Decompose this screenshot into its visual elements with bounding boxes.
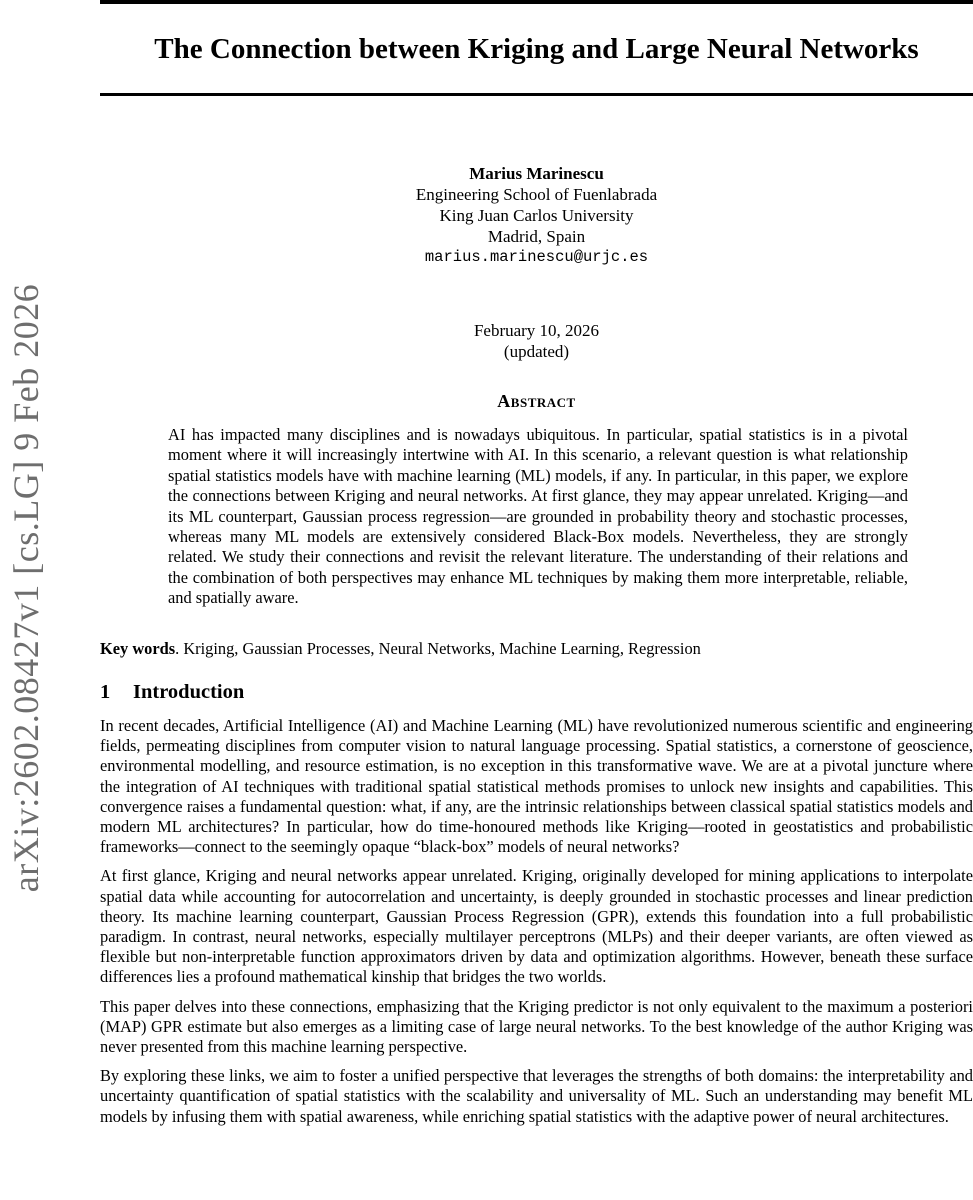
keywords-line [100, 638, 973, 659]
keywords-label: Key words [100, 639, 176, 658]
author-affiliation-university: King Juan Carlos University [439, 206, 634, 225]
date-block [100, 320, 973, 362]
author-location: Madrid, Spain [487, 227, 586, 246]
section-number: 1 [100, 681, 111, 703]
arxiv-identifier: arXiv:2602.08427v1 [cs.LG] 9 Feb 2026 [6, 283, 46, 893]
date-line: February 10, 2026 [473, 321, 600, 340]
paragraph: By exploring these links, we aim to foster a unified perspective that leverages the strengths of both domains: the interpretability and uncertainty quantification of spatial statistics with the scalability and universality of ML. Such an understanding may benefit ML models by infusing them with spatial awareness, while enriching spatial statistics with the adaptive power of neural architectures. [100, 1066, 973, 1126]
paragraph: This paper delves into these connections, emphasizing that the Kriging predictor is not only equivalent to the maximum a posteriori (MAP) GPR estimate but also emerges as a limiting case of large neural networks. To the best knowledge of the author Kriging was never presented from this machine learning perspective. [100, 996, 973, 1057]
author-affiliation-school: Engineering School of Fuenlabrada [415, 185, 658, 204]
section-body [100, 716, 973, 1136]
paragraph: At first glance, Kriging and neural networks appear unrelated. Kriging, originally developed for mining applications to interpolate spatial data while accounting for autocorrelation and uncertainty, is deeply grounded in stochastic processes and linear prediction theory. Its machine learning counterpart, Gaussian Process Regression (GPR), extends this foundation into a full probabilistic paradigm. In contrast, neural networks, especially multilayer perceptrons (MLPs) and their deeper variants, are often viewed as flexible but non-interpretable function approximators driven by data and optimization algorithms. However, beneath these surface differences lies a profound mathematical kinship that bridges the two worlds. [100, 866, 973, 987]
paragraph: In recent decades, Artificial Intelligence (AI) and Machine Learning (ML) have revolutionized numerous scientific and engineering fields, permeating disciplines from computer vision to natural language processing. Spatial statistics, a cornerstone of geoscience, environmental modelling, and resource estimation, is no exception in this transformative wave. We are at a pivotal juncture where the integration of AI techniques with traditional spatial statistical methods promises to unlock new insights and capabilities. This convergence raises a fundamental question: what, if any, are the intrinsic relationships between classical spatial statistics models and modern ML architectures? In particular, how do time-honoured methods like Kriging—rooted in geostatistics and probabilistic frameworks—connect to the seemingly opaque “black-box” models of neural networks? [100, 716, 973, 857]
abstract-heading: Abstract [497, 391, 576, 411]
author-name: Marius Marinescu [469, 164, 604, 183]
section-title: Introduction [133, 681, 245, 703]
arxiv-sidebar [0, 0, 52, 1200]
title-rule-top [100, 0, 973, 4]
author-block [100, 163, 973, 268]
paper-title: The Connection between Kriging and Large Neural Networks [154, 33, 919, 65]
keywords-list: . Kriging, Gaussian Processes, Neural Networks, Machine Learning, Regression [175, 639, 701, 658]
date-note: (updated) [503, 342, 570, 361]
author-email[interactable]: marius.marinescu@urjc.es [424, 248, 649, 266]
section-heading [100, 679, 244, 705]
abstract-text: AI has impacted many disciplines and is nowadays ubiquitous. In particular, spatial statistics is in a pivotal moment where it will increasingly intertwine with AI. In this scenario, a relevant question is what relationship spatial statistics models have with machine learning (ML) models, if any. In particular, in this paper, we explore the connections between Kriging and neural networks. At first glance, they may appear unrelated. Kriging—and its ML counterpart, Gaussian process regression—are grounded in probability theory and stochastic processes, whereas many ML models are extensively considered Black-Box models. Nevertheless, they are strongly related. We study their connections and revisit the relevant literature. The understanding of their relations and the combination of both perspectives may enhance ML techniques by making them more interpretable, reliable, and spatially aware. [168, 425, 908, 608]
title-rule-bottom [100, 93, 973, 96]
